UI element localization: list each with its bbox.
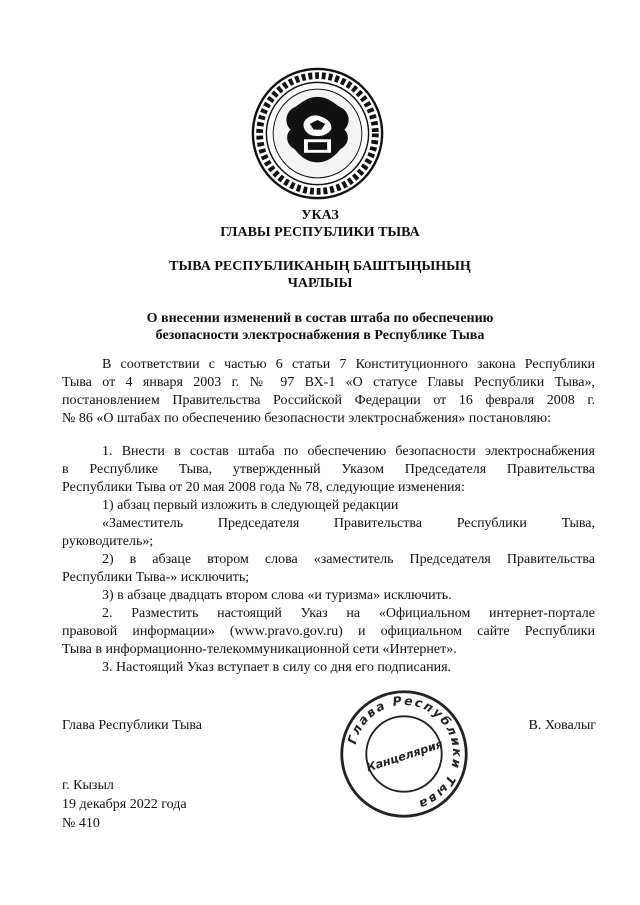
preamble-paragraph (62, 356, 595, 428)
stamp-center-text: Канцелярия (364, 737, 445, 775)
decree-subject (60, 310, 580, 344)
subitem-line: 2) в абзаце втором слова «заместитель Председателя Правительства (102, 552, 595, 567)
preamble-line: постановлением Правительства Российской Федерации от 16 февраля 2008 г. (62, 393, 595, 408)
tuvan-title-line1: ТЫВА РЕСПУБЛИКАНЫҢ БАШТЫҢЫНЫҢ (169, 259, 471, 274)
item-line: Тыва в информационно-телекоммуникационной сети «Интернет». (62, 642, 457, 657)
subitem-line: 3) в абзаце двадцать втором слова «и туризма» исключить. (102, 588, 452, 603)
decree-title-tuvan (60, 258, 580, 292)
preamble-line: Тыва от 4 января 2003 г. № 97 ВХ-1 «О статусе Главы Республики Тыва», (62, 375, 595, 390)
decree-title-line2: ГЛАВЫ РЕСПУБЛИКИ ТЫВА (220, 225, 420, 240)
signatory-position: Глава Республики Тыва (62, 718, 203, 733)
decree-title-line1: УКАЗ (301, 208, 339, 223)
issue-details (62, 776, 187, 833)
item-line: Республики Тыва от 20 мая 2008 года № 78, следующие изменения: (62, 480, 465, 495)
subitem-line: Республики Тыва-» исключить; (62, 570, 250, 585)
subitem-line: руководитель»; (62, 534, 154, 549)
decree-title (60, 207, 580, 241)
preamble-line: № 86 «О штабах по обеспечению безопасности электроснабжения» постановляю: (62, 411, 551, 426)
subject-line2: безопасности электроснабжения в Республике Тыва (155, 328, 485, 343)
item-line: 3. Настоящий Указ вступает в силу со дня его подписания. (102, 660, 452, 675)
item-line: 2. Разместить настоящий Указ на «Официальном интернет-портале (102, 606, 595, 621)
stamp-ring-text: Глава Республики Тыва (345, 693, 465, 812)
office-stamp (338, 688, 470, 820)
preamble-line: В соответствии с частью 6 статьи 7 Конституционного закона Республики (102, 357, 595, 372)
item-line: в Республике Тыва, утвержденный Указом Председателя Правительства (62, 462, 595, 477)
item-line: правовой информации» (www.pravo.gov.ru) и официальном сайте Республики (62, 624, 595, 639)
subitem-line: 1) абзац первый изложить в следующей редакции (102, 498, 399, 513)
subject-line1: О внесении изменений в состав штаба по обеспечению (146, 311, 494, 326)
decree-items (62, 443, 595, 677)
issue-city: г. Кызыл (62, 778, 114, 793)
issue-date: 19 декабря 2022 года (62, 797, 187, 812)
issue-number: № 410 (62, 816, 100, 831)
signatory-name: В. Ховалыг (528, 718, 596, 733)
subitem-line: «Заместитель Председателя Правительства Республики Тыва, (102, 516, 595, 531)
item-line: 1. Внести в состав штаба по обеспечению безопасности электроснабжения (102, 444, 595, 459)
tuvan-title-line2: ЧАРЛЫЫ (287, 276, 353, 291)
coat-of-arms-emblem (250, 66, 385, 201)
